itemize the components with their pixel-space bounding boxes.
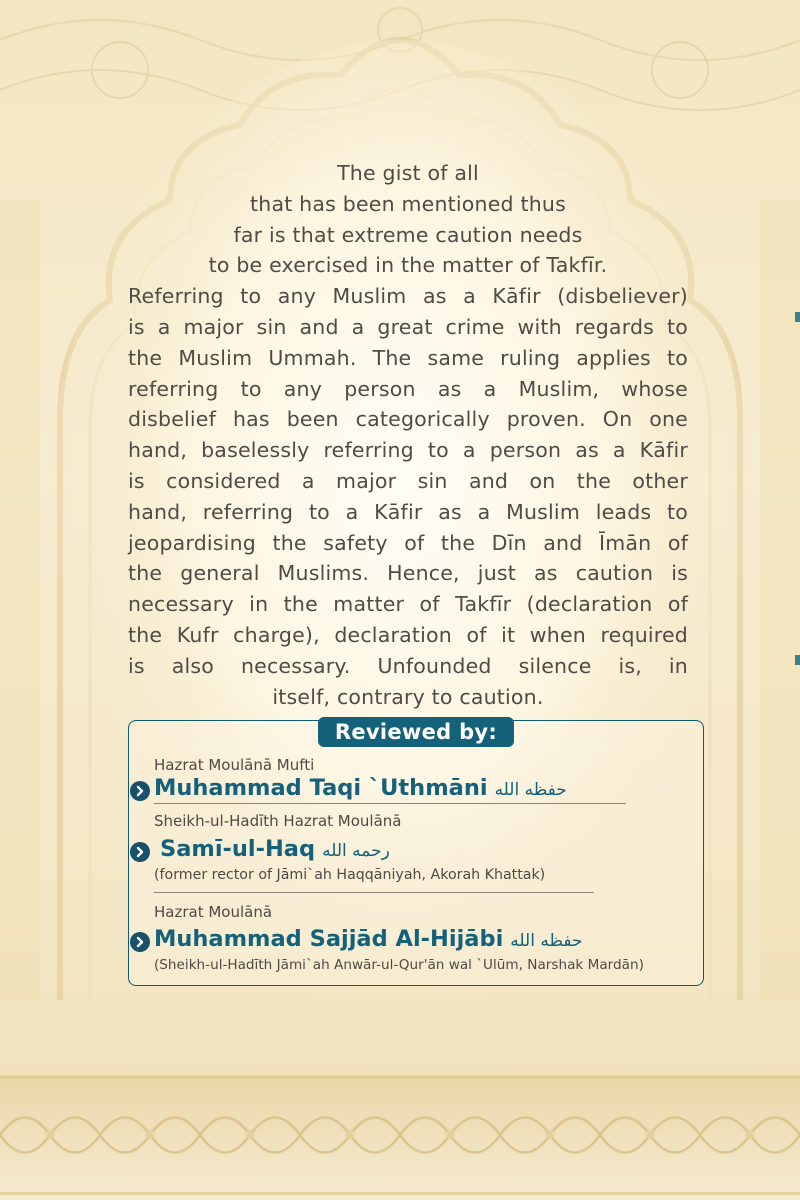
quote-line: The gist of all (337, 161, 479, 185)
divider (154, 892, 594, 893)
reviewer-name-text: Muhammad Sajjād Al-Hijābi (154, 926, 504, 952)
reviewer-name (160, 836, 390, 862)
reviewer-title: Sheikh-ul-Hadīth Hazrat Moulānā (154, 812, 402, 830)
quote-line: is a major sin and a great crime with regards to (128, 314, 688, 339)
reviewer-name-text: Muhammad Taqi `Uthmāni (154, 775, 488, 801)
edge-mark (795, 655, 800, 665)
quote-line: jeopardising the safety of the Dīn and Īmān of (128, 530, 688, 555)
reviewer-note: (Sheikh-ul-Hadīth Jāmi`ah Anwār-ul-Qur'ān wal `Ulūm, Narshak Mardān) (154, 957, 644, 973)
quote-line: itself, contrary to caution. (272, 684, 544, 709)
quote-line: is considered a major sin and on the other (128, 468, 688, 493)
quote-line: referring to any person as a Muslim, whose (128, 376, 688, 401)
reviewer-name (154, 775, 567, 801)
chevron-right-icon (130, 842, 150, 862)
chevron-right-icon (130, 781, 150, 801)
quote-line: is also necessary. Unfounded silence is, in (128, 653, 688, 678)
reviewer-note: (former rector of Jāmi`ah Haqqāniyah, Akorah Khattak) (154, 867, 546, 883)
reviewer-honorific: حفظه الله (510, 931, 583, 951)
quote-line: disbelief has been categorically proven. On one (128, 407, 688, 432)
quote-line: that has been mentioned thus (250, 191, 566, 216)
reviewed-by-title: Reviewed by: (318, 717, 514, 747)
quote-line: to be exercised in the matter of Takfīr. (208, 253, 608, 278)
quote-line: the general Muslims. Hence, just as caution is (128, 561, 688, 586)
edge-mark (795, 312, 800, 322)
reviewer-name-text: Samī-ul-Haq (160, 836, 316, 862)
divider (154, 803, 626, 804)
reviewer-honorific: حفظه الله (494, 780, 567, 800)
chevron-right-icon (130, 932, 150, 952)
quote-line: hand, referring to a Kāfir as a Muslim leads to (128, 499, 688, 524)
quote-line: far is that extreme caution needs (233, 222, 583, 247)
quote-line: necessary in the matter of Takfīr (declaration of (128, 592, 688, 617)
quote-line: the Kufr charge), declaration of it when required (128, 622, 688, 647)
quote-line: hand, baselessly referring to a person as a Kāfir (128, 438, 688, 463)
quote-paragraph (128, 158, 688, 712)
reviewer-title: Hazrat Moulānā (154, 903, 273, 921)
quote-line: the Muslim Ummah. The same ruling applies to (128, 345, 688, 370)
quote-line: Referring to any Muslim as a Kāfir (disbeliever) (128, 284, 688, 309)
reviewer-title: Hazrat Moulānā Mufti (154, 756, 315, 774)
reviewer-name (154, 926, 583, 952)
reviewer-honorific: رحمه الله (322, 841, 390, 861)
